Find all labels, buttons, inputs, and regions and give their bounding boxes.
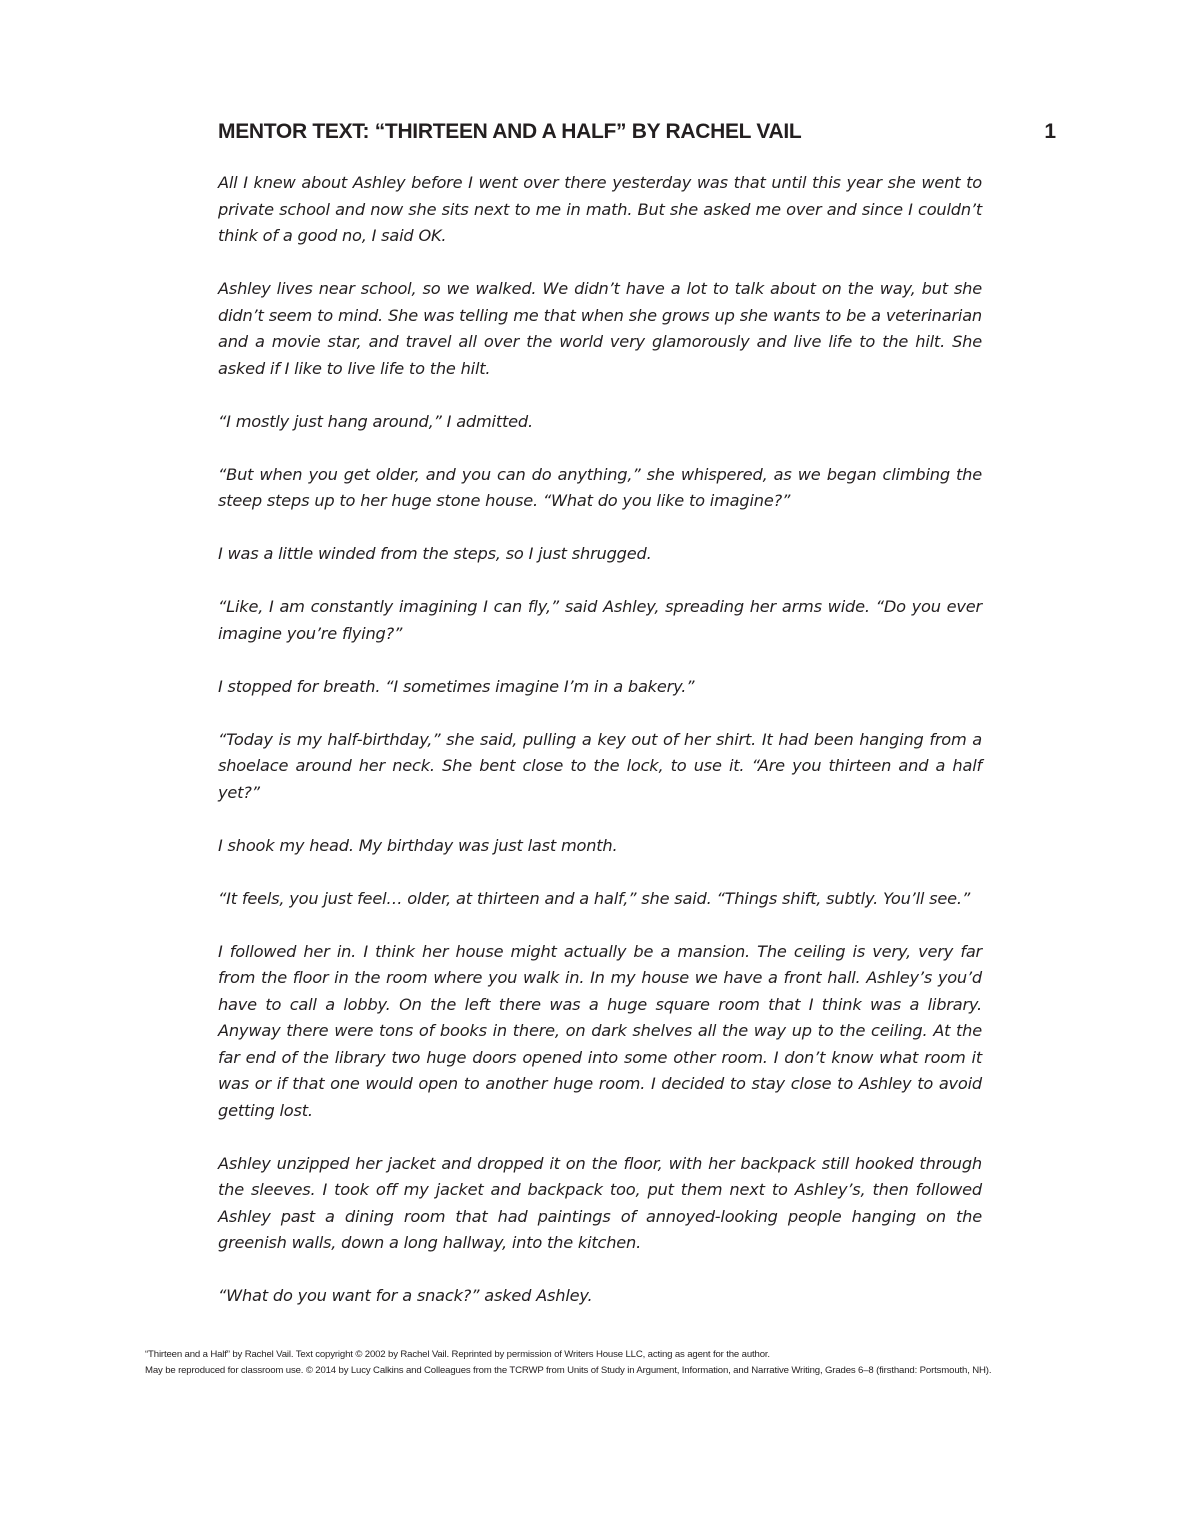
paragraph: “Today is my half-birthday,” she said, pulling a key out of her shirt. It had been hanging from a shoelace around her neck. She bent close to the lock, to use it. “Are you thirteen and a half yet?” — [218, 729, 982, 802]
document-title: MENTOR TEXT: “THIRTEEN AND A HALF” BY RACHEL VAIL — [218, 120, 802, 143]
page-footer — [145, 1347, 1065, 1379]
paragraph: I shook my head. My birthday was just last month. — [218, 835, 618, 855]
paragraph: Ashley lives near school, so we walked. We didn’t have a lot to talk about on the way, but she didn’t seem to mind. She was telling me that when she grows up she wants to be a veterinarian and a movie star, and travel all over the world very glamorously and live life to the hilt. She asked if I like to live life to the hilt. — [218, 279, 982, 378]
reproduction-line: May be reproduced for classroom use. © 2014 by Lucy Calkins and Colleagues from the TCRWP from Units of Study in Argument, Information, and Narrative Writing, Grades 6–8 (firsthand: Portsmouth, NH). — [145, 1365, 992, 1376]
paragraph: “Like, I am constantly imagining I can fly,” said Ashley, spreading her arms wide. “Do you ever imagine you’re flying?” — [218, 597, 982, 643]
page-number: 1 — [1044, 120, 1056, 143]
story-body — [218, 170, 982, 1336]
paragraph: All I knew about Ashley before I went over there yesterday was that until this year she went to private school and now she sits next to me in math. But she asked me over and since I couldn’t think of a good no, I said OK. — [218, 173, 982, 245]
copyright-line: “Thirteen and a Half” by Rachel Vail. Text copyright © 2002 by Rachel Vail. Reprinted by permission of Writers House LLC, acting as agent for the author. — [145, 1349, 770, 1360]
page-header — [218, 120, 1056, 152]
paragraph: I stopped for breath. “I sometimes imagine I’m in a bakery.” — [218, 676, 695, 696]
paragraph: Ashley unzipped her jacket and dropped it on the floor, with her backpack still hooked through the sleeves. I took off my jacket and backpack too, put them next to Ashley’s, then followed Ashley past a dining room that had paintings of annoyed-looking people hanging on the greenish walls, down a long hallway, into the kitchen. — [218, 1153, 982, 1252]
paragraph: “But when you get older, and you can do anything,” she whispered, as we began climbing the steep steps up to her huge stone house. “What do you like to imagine?” — [218, 464, 982, 510]
paragraph: “What do you want for a snack?” asked Ashley. — [218, 1286, 593, 1305]
paragraph: I followed her in. I think her house might actually be a mansion. The ceiling is very, very far from the floor in the room where you walk in. In my house we have a front hall. Ashley’s you’d have to call a lobby. On the left there was a huge square room that I think was a library. Anyway there were tons of books in there, on dark shelves all the way up to the ceiling. At the far end of the library two huge doors opened into some other room. I don’t know what room it was or if that one would open to another huge room. I decided to stay close to Ashley to avoid getting lost. — [218, 941, 982, 1120]
paragraph: I was a little winded from the steps, so I just shrugged. — [218, 544, 652, 563]
paragraph: “I mostly just hang around,” I admitted. — [218, 411, 533, 431]
paragraph: “It feels, you just feel… older, at thirteen and a half,” she said. “Things shift, subtly. You’ll see.” — [218, 888, 971, 908]
